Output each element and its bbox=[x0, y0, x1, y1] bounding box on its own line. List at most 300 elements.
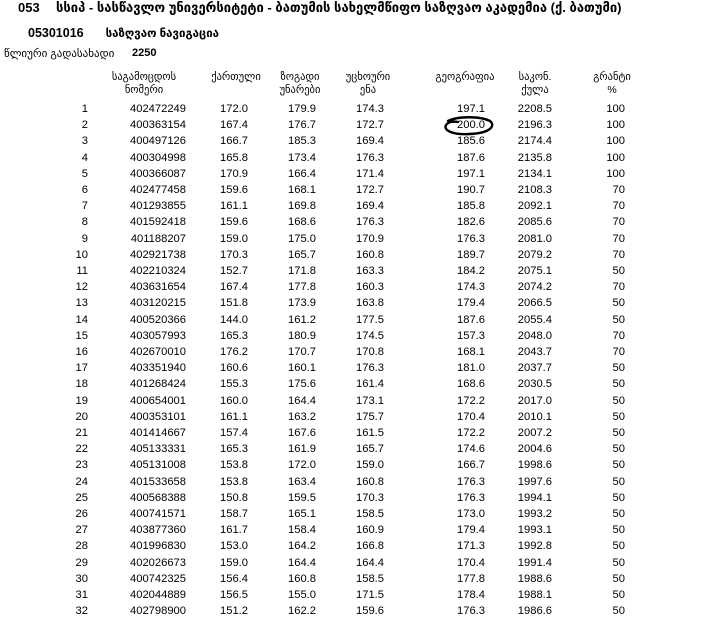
grant-percent: 50 bbox=[612, 605, 625, 618]
competitive-score: 2074.2 bbox=[517, 281, 552, 294]
table-row bbox=[0, 457, 625, 473]
column-header-grant: გრანტი % bbox=[593, 71, 631, 96]
table-row bbox=[0, 312, 625, 328]
general-skills-score: 163.4 bbox=[288, 475, 316, 488]
geography-score: 176.3 bbox=[457, 475, 485, 488]
general-skills-score: 160.1 bbox=[288, 362, 316, 375]
general-skills-score: 163.2 bbox=[288, 410, 316, 423]
georgian-score: 170.3 bbox=[220, 248, 248, 261]
general-skills-score: 175.0 bbox=[288, 232, 316, 245]
foreign-language-score: 164.4 bbox=[356, 556, 384, 569]
general-skills-score: 175.6 bbox=[288, 378, 316, 391]
geography-score: 176.3 bbox=[457, 232, 485, 245]
exam-id: 401996830 bbox=[130, 540, 186, 553]
exam-id: 402044889 bbox=[130, 589, 186, 602]
column-header-exam-id: საგამოცდოს ნომერი bbox=[111, 71, 177, 96]
exam-id: 401533658 bbox=[130, 475, 186, 488]
competitive-score: 2048.0 bbox=[517, 329, 552, 342]
georgian-score: 144.0 bbox=[220, 313, 248, 326]
exam-id: 402921738 bbox=[130, 248, 186, 261]
grant-percent: 50 bbox=[612, 589, 625, 602]
grant-percent: 50 bbox=[612, 427, 625, 440]
geography-score: 177.8 bbox=[457, 572, 485, 585]
exam-id: 400497126 bbox=[130, 135, 186, 148]
foreign-language-score: 170.9 bbox=[356, 232, 384, 245]
row-number: 27 bbox=[75, 524, 88, 537]
table-row bbox=[0, 166, 625, 182]
column-header-geography: გეოგრაფია bbox=[435, 71, 495, 83]
column-header-competitive-score: საკონ. ქულა bbox=[518, 71, 552, 96]
row-number: 9 bbox=[81, 232, 88, 245]
exam-id: 400741571 bbox=[130, 508, 186, 521]
grant-percent: 70 bbox=[612, 281, 625, 294]
general-skills-score: 160.8 bbox=[288, 572, 316, 585]
geography-score: 166.7 bbox=[457, 459, 485, 472]
exam-id: 402477458 bbox=[130, 184, 186, 197]
general-skills-score: 168.6 bbox=[288, 216, 316, 229]
grant-percent: 50 bbox=[612, 491, 625, 504]
grant-percent: 70 bbox=[612, 200, 625, 213]
georgian-score: 170.9 bbox=[220, 167, 248, 180]
row-number: 5 bbox=[81, 167, 88, 180]
exam-id: 400366087 bbox=[130, 167, 186, 180]
row-number: 21 bbox=[75, 427, 88, 440]
georgian-score: 153.8 bbox=[220, 475, 248, 488]
georgian-score: 159.6 bbox=[220, 216, 248, 229]
table-row bbox=[0, 587, 625, 603]
georgian-score: 159.0 bbox=[220, 556, 248, 569]
table-row bbox=[0, 506, 625, 522]
table-row bbox=[0, 198, 625, 214]
competitive-score: 2135.8 bbox=[517, 151, 552, 164]
table-row bbox=[0, 214, 625, 230]
foreign-language-score: 160.9 bbox=[356, 524, 384, 537]
table-row bbox=[0, 263, 625, 279]
grant-percent: 100 bbox=[606, 151, 625, 164]
grant-percent: 100 bbox=[606, 135, 625, 148]
exam-id: 402670010 bbox=[130, 346, 186, 359]
competitive-score: 2208.5 bbox=[517, 103, 552, 115]
exam-id: 405131008 bbox=[130, 459, 186, 472]
row-number: 4 bbox=[81, 151, 88, 164]
grant-percent: 50 bbox=[612, 459, 625, 472]
competitive-score: 2196.3 bbox=[517, 119, 552, 132]
geography-score: 171.3 bbox=[457, 540, 485, 553]
foreign-language-score: 160.3 bbox=[356, 281, 384, 294]
georgian-score: 165.3 bbox=[220, 329, 248, 342]
exam-id: 402472249 bbox=[130, 103, 186, 115]
exam-id: 400304998 bbox=[130, 151, 186, 164]
grant-percent: 50 bbox=[612, 443, 625, 456]
university-name: სსიპ - სასწავლო უნივერსიტეტი - ბათუმის სახელმწიფო საზღვაო აკადემია (ქ. ბათუმი) bbox=[56, 0, 622, 15]
row-number: 16 bbox=[75, 346, 88, 359]
exam-id: 401293855 bbox=[130, 200, 186, 213]
exam-id: 401268424 bbox=[130, 378, 186, 391]
university-header bbox=[18, 0, 622, 16]
exam-id: 400654001 bbox=[130, 394, 186, 407]
georgian-score: 150.8 bbox=[220, 491, 248, 504]
geography-score: 157.3 bbox=[457, 329, 485, 342]
foreign-language-score: 158.5 bbox=[356, 508, 384, 521]
geography-score: 176.3 bbox=[457, 605, 485, 618]
table-row bbox=[0, 295, 625, 311]
competitive-score: 2085.6 bbox=[517, 216, 552, 229]
general-skills-score: 165.7 bbox=[288, 248, 316, 261]
grant-percent: 70 bbox=[612, 216, 625, 229]
table-row bbox=[0, 603, 625, 619]
table-row bbox=[0, 409, 625, 425]
exam-id: 401592418 bbox=[130, 216, 186, 229]
row-number: 23 bbox=[75, 459, 88, 472]
geography-score: 185.6 bbox=[457, 135, 485, 148]
foreign-language-score: 170.3 bbox=[356, 491, 384, 504]
competitive-score: 1988.6 bbox=[517, 572, 552, 585]
row-number: 8 bbox=[81, 216, 88, 229]
exam-id: 403877360 bbox=[130, 524, 186, 537]
general-skills-score: 179.9 bbox=[288, 103, 316, 115]
grant-percent: 50 bbox=[612, 297, 625, 310]
grant-percent: 50 bbox=[612, 524, 625, 537]
general-skills-score: 176.7 bbox=[288, 119, 316, 132]
grant-percent: 70 bbox=[612, 232, 625, 245]
foreign-language-score: 171.5 bbox=[356, 589, 384, 602]
row-number: 19 bbox=[75, 394, 88, 407]
grant-percent: 50 bbox=[612, 475, 625, 488]
geography-score: 179.4 bbox=[457, 297, 485, 310]
exam-id: 400353101 bbox=[130, 410, 186, 423]
geography-score: 173.0 bbox=[457, 508, 485, 521]
exam-id: 403057993 bbox=[130, 329, 186, 342]
row-number: 3 bbox=[81, 135, 88, 148]
grant-percent: 100 bbox=[606, 103, 625, 115]
general-skills-score: 165.1 bbox=[288, 508, 316, 521]
university-code: 053 bbox=[18, 0, 40, 15]
table-row bbox=[0, 360, 625, 376]
foreign-language-score: 159.0 bbox=[356, 459, 384, 472]
general-skills-score: 155.0 bbox=[288, 589, 316, 602]
grant-percent: 50 bbox=[612, 540, 625, 553]
georgian-score: 151.8 bbox=[220, 297, 248, 310]
row-number: 10 bbox=[75, 248, 88, 261]
competitive-score: 1998.6 bbox=[517, 459, 552, 472]
foreign-language-score: 176.3 bbox=[356, 151, 384, 164]
general-skills-score: 164.2 bbox=[288, 540, 316, 553]
geography-score: 190.7 bbox=[457, 184, 485, 197]
competitive-score: 1988.1 bbox=[517, 589, 552, 602]
georgian-score: 159.6 bbox=[220, 184, 248, 197]
grant-percent: 70 bbox=[612, 248, 625, 261]
competitive-score: 2007.2 bbox=[517, 427, 552, 440]
georgian-score: 167.4 bbox=[220, 119, 248, 132]
foreign-language-score: 173.1 bbox=[356, 394, 384, 407]
foreign-language-score: 174.3 bbox=[356, 103, 384, 115]
foreign-language-score: 170.8 bbox=[356, 346, 384, 359]
general-skills-score: 173.4 bbox=[288, 151, 316, 164]
general-skills-score: 166.4 bbox=[288, 167, 316, 180]
row-number: 14 bbox=[75, 313, 88, 326]
competitive-score: 2075.1 bbox=[517, 265, 552, 278]
table-row bbox=[0, 555, 625, 571]
table-row bbox=[0, 538, 625, 554]
row-number: 11 bbox=[76, 265, 88, 278]
geography-score: 185.8 bbox=[457, 200, 485, 213]
general-skills-score: 185.3 bbox=[288, 135, 316, 148]
geography-score: 179.4 bbox=[457, 524, 485, 537]
grant-percent: 50 bbox=[612, 313, 625, 326]
row-number: 29 bbox=[75, 556, 88, 569]
general-skills-score: 171.8 bbox=[288, 265, 316, 278]
georgian-score: 161.1 bbox=[220, 410, 248, 423]
table-row bbox=[0, 231, 625, 247]
table-row bbox=[0, 182, 625, 198]
row-number: 6 bbox=[81, 184, 88, 197]
row-number: 22 bbox=[75, 443, 88, 456]
table-row bbox=[0, 279, 625, 295]
column-header-general-skills: ზოგადი უნარები bbox=[279, 71, 321, 96]
grant-percent: 50 bbox=[612, 378, 625, 391]
general-skills-score: 169.8 bbox=[288, 200, 316, 213]
georgian-score: 161.1 bbox=[220, 200, 248, 213]
geography-score: 182.6 bbox=[457, 216, 485, 229]
competitive-score: 2174.4 bbox=[517, 135, 552, 148]
grant-percent: 100 bbox=[606, 119, 625, 132]
georgian-score: 153.8 bbox=[220, 459, 248, 472]
general-skills-score: 159.5 bbox=[288, 491, 316, 504]
competitive-score: 2043.7 bbox=[517, 346, 552, 359]
geography-score: 187.6 bbox=[457, 313, 485, 326]
georgian-score: 167.4 bbox=[220, 281, 248, 294]
row-number: 17 bbox=[75, 362, 88, 375]
row-number: 25 bbox=[75, 491, 88, 504]
competitive-score: 1997.6 bbox=[517, 475, 552, 488]
table-row bbox=[0, 133, 625, 149]
program-header bbox=[28, 26, 219, 40]
competitive-score: 1986.6 bbox=[517, 605, 552, 618]
georgian-score: 157.4 bbox=[220, 427, 248, 440]
table-row bbox=[0, 344, 625, 360]
table-row bbox=[0, 117, 625, 133]
foreign-language-score: 169.4 bbox=[356, 200, 384, 213]
foreign-language-score: 161.5 bbox=[356, 427, 384, 440]
table-row bbox=[0, 522, 625, 538]
georgian-score: 160.0 bbox=[220, 394, 248, 407]
general-skills-score: 161.9 bbox=[288, 443, 316, 456]
grant-percent: 50 bbox=[612, 394, 625, 407]
grant-percent: 50 bbox=[612, 362, 625, 375]
column-header-foreign-language: უცხოური ენა bbox=[345, 71, 391, 96]
row-number: 15 bbox=[75, 329, 88, 342]
program-name: საზღვაო ნავიგაცია bbox=[105, 28, 220, 40]
foreign-language-score: 172.7 bbox=[356, 184, 384, 197]
row-number: 20 bbox=[75, 410, 88, 423]
general-skills-score: 173.9 bbox=[288, 297, 316, 310]
foreign-language-score: 175.7 bbox=[356, 410, 384, 423]
exam-id: 401414667 bbox=[130, 427, 186, 440]
table-row bbox=[0, 101, 625, 117]
exam-id: 400568388 bbox=[130, 491, 186, 504]
geography-score: 170.4 bbox=[457, 556, 485, 569]
geography-score: 187.6 bbox=[457, 151, 485, 164]
exam-id: 403120215 bbox=[130, 297, 186, 310]
general-skills-score: 161.2 bbox=[288, 313, 316, 326]
row-number: 7 bbox=[81, 200, 88, 213]
foreign-language-score: 160.8 bbox=[356, 248, 384, 261]
exam-id: 400363154 bbox=[130, 119, 186, 132]
geography-score: 200.0 bbox=[457, 119, 485, 132]
foreign-language-score: 163.8 bbox=[356, 297, 384, 310]
georgian-score: 156.5 bbox=[220, 589, 248, 602]
competitive-score: 2066.5 bbox=[517, 297, 552, 310]
georgian-score: 152.7 bbox=[220, 265, 248, 278]
exam-id: 403631654 bbox=[130, 281, 186, 294]
general-skills-score: 168.1 bbox=[288, 184, 316, 197]
georgian-score: 159.0 bbox=[220, 232, 248, 245]
general-skills-score: 162.2 bbox=[288, 605, 316, 618]
competitive-score: 2037.7 bbox=[517, 362, 552, 375]
competitive-score: 1992.8 bbox=[517, 540, 552, 553]
quota-value: 2250 bbox=[132, 47, 157, 59]
competitive-score: 1993.1 bbox=[517, 524, 552, 537]
row-number: 18 bbox=[75, 378, 88, 391]
general-skills-score: 164.4 bbox=[288, 556, 316, 569]
georgian-score: 161.7 bbox=[220, 524, 248, 537]
georgian-score: 166.7 bbox=[220, 135, 248, 148]
table-row bbox=[0, 441, 625, 457]
competitive-score: 2081.0 bbox=[517, 232, 552, 245]
row-number: 31 bbox=[75, 589, 88, 602]
grant-percent: 70 bbox=[612, 184, 625, 197]
foreign-language-score: 158.5 bbox=[356, 572, 384, 585]
foreign-language-score: 171.4 bbox=[356, 167, 384, 180]
results-table bbox=[0, 101, 625, 620]
exam-id: 400520366 bbox=[130, 313, 186, 326]
foreign-language-score: 169.4 bbox=[356, 135, 384, 148]
general-skills-score: 180.9 bbox=[288, 329, 316, 342]
row-number: 13 bbox=[75, 297, 88, 310]
georgian-score: 172.0 bbox=[220, 103, 248, 115]
grant-percent: 50 bbox=[612, 410, 625, 423]
exam-id: 405133331 bbox=[130, 443, 186, 456]
geography-score: 168.1 bbox=[457, 346, 485, 359]
competitive-score: 2134.1 bbox=[517, 167, 552, 180]
table-row bbox=[0, 393, 625, 409]
competitive-score: 1991.4 bbox=[517, 556, 552, 569]
foreign-language-score: 159.6 bbox=[356, 605, 384, 618]
geography-score: 197.1 bbox=[457, 103, 485, 115]
row-number: 30 bbox=[75, 572, 88, 585]
column-header-georgian: ქართული bbox=[211, 71, 261, 83]
results-table-body bbox=[0, 101, 625, 620]
geography-score: 176.3 bbox=[457, 491, 485, 504]
geography-score: 172.2 bbox=[457, 394, 485, 407]
grant-percent: 50 bbox=[612, 508, 625, 521]
foreign-language-score: 163.3 bbox=[356, 265, 384, 278]
general-skills-score: 177.8 bbox=[288, 281, 316, 294]
competitive-score: 1993.2 bbox=[517, 508, 552, 521]
exam-id: 401188207 bbox=[130, 232, 186, 245]
georgian-score: 158.7 bbox=[220, 508, 248, 521]
grant-percent: 50 bbox=[612, 572, 625, 585]
georgian-score: 165.3 bbox=[220, 443, 248, 456]
georgian-score: 151.2 bbox=[220, 605, 248, 618]
foreign-language-score: 160.8 bbox=[356, 475, 384, 488]
geography-score: 174.3 bbox=[457, 281, 485, 294]
competitive-score: 2108.3 bbox=[517, 184, 552, 197]
competitive-score: 2004.6 bbox=[517, 443, 552, 456]
foreign-language-score: 161.4 bbox=[356, 378, 384, 391]
competitive-score: 2079.2 bbox=[517, 248, 552, 261]
row-number: 12 bbox=[75, 281, 88, 294]
competitive-score: 1994.1 bbox=[517, 491, 552, 504]
row-number: 26 bbox=[75, 508, 88, 521]
foreign-language-score: 176.3 bbox=[356, 216, 384, 229]
geography-score: 197.1 bbox=[457, 167, 485, 180]
competitive-score: 2092.1 bbox=[517, 200, 552, 213]
georgian-score: 160.6 bbox=[220, 362, 248, 375]
table-row bbox=[0, 376, 625, 392]
competitive-score: 2055.4 bbox=[517, 313, 552, 326]
general-skills-score: 164.4 bbox=[288, 394, 316, 407]
georgian-score: 156.4 bbox=[220, 572, 248, 585]
exam-id: 402026673 bbox=[130, 556, 186, 569]
geography-score: 189.7 bbox=[457, 248, 485, 261]
foreign-language-score: 174.5 bbox=[356, 329, 384, 342]
geography-score: 184.2 bbox=[457, 265, 485, 278]
row-number: 1 bbox=[81, 103, 88, 115]
table-row bbox=[0, 328, 625, 344]
grant-percent: 100 bbox=[606, 167, 625, 180]
georgian-score: 165.8 bbox=[220, 151, 248, 164]
foreign-language-score: 165.7 bbox=[356, 443, 384, 456]
table-row bbox=[0, 474, 625, 490]
geography-score: 172.2 bbox=[457, 427, 485, 440]
row-number: 28 bbox=[75, 540, 88, 553]
geography-score: 170.4 bbox=[457, 410, 485, 423]
general-skills-score: 158.4 bbox=[288, 524, 316, 537]
grant-percent: 50 bbox=[612, 265, 625, 278]
geography-score: 178.4 bbox=[457, 589, 485, 602]
geography-score: 168.6 bbox=[457, 378, 485, 391]
geography-score: 181.0 bbox=[457, 362, 485, 375]
competitive-score: 2010.1 bbox=[517, 410, 552, 423]
row-number: 32 bbox=[75, 605, 88, 618]
row-number: 2 bbox=[81, 119, 88, 132]
table-row bbox=[0, 425, 625, 441]
foreign-language-score: 176.3 bbox=[356, 362, 384, 375]
quota-line bbox=[4, 47, 157, 60]
table-row bbox=[0, 571, 625, 587]
table-row bbox=[0, 490, 625, 506]
quota-label: წლიური გადასახადი bbox=[4, 48, 115, 60]
grant-percent: 50 bbox=[612, 556, 625, 569]
foreign-language-score: 172.7 bbox=[356, 119, 384, 132]
competitive-score: 2030.5 bbox=[517, 378, 552, 391]
georgian-score: 155.3 bbox=[220, 378, 248, 391]
exam-id: 402210324 bbox=[130, 265, 186, 278]
general-skills-score: 172.0 bbox=[288, 459, 316, 472]
exam-id: 403351940 bbox=[130, 362, 186, 375]
georgian-score: 153.0 bbox=[220, 540, 248, 553]
grant-percent: 70 bbox=[612, 329, 625, 342]
row-number: 24 bbox=[75, 475, 88, 488]
exam-id: 402798900 bbox=[130, 605, 186, 618]
geography-score: 174.6 bbox=[457, 443, 485, 456]
table-row bbox=[0, 247, 625, 263]
competitive-score: 2017.0 bbox=[517, 394, 552, 407]
foreign-language-score: 177.5 bbox=[356, 313, 384, 326]
georgian-score: 176.2 bbox=[220, 346, 248, 359]
foreign-language-score: 166.8 bbox=[356, 540, 384, 553]
